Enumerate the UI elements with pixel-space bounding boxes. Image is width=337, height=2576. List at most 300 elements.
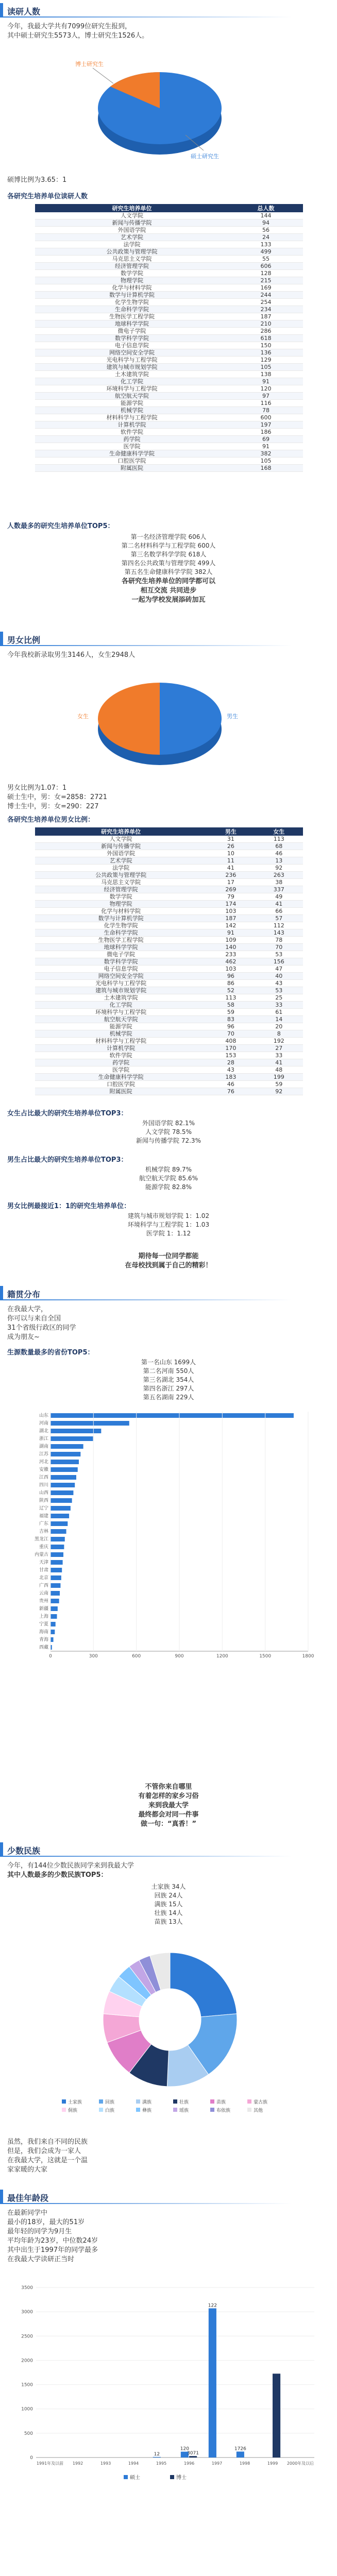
rank-item: 壮族 14人 [154, 1909, 183, 1917]
rank-item: 环境科学与工程学院 1：1.03 [127, 1221, 210, 1228]
ethnic-line: 其中人数最多的少数民族TOP5： [7, 1871, 108, 1879]
unit-name-cell: 数学与计算机学院 [35, 915, 207, 922]
section-header [0, 3, 337, 18]
table-row [35, 270, 303, 277]
category-label: 新疆 [39, 1606, 48, 1612]
male-count-cell: 153 [207, 1052, 255, 1059]
category-label: 1996 [183, 2461, 195, 2466]
male-count-cell: 31 [207, 836, 255, 843]
legend-label: 壮族 [179, 2100, 189, 2105]
table-row [35, 248, 303, 256]
category-label: 山东 [39, 1413, 48, 1418]
male-count-cell: 269 [207, 886, 255, 893]
header-line [3, 1299, 292, 1300]
category-label: 1998 [239, 2461, 250, 2466]
unit-name-cell: 艺术学院 [35, 857, 207, 865]
legend-swatch [247, 2099, 251, 2104]
table-row [35, 1030, 303, 1038]
banner-2 [0, 1252, 337, 1278]
unit-count-cell: 129 [229, 357, 303, 364]
table-row [35, 364, 303, 371]
unit-count-cell: 69 [229, 436, 303, 443]
bar [50, 1475, 76, 1480]
unit-table-body [35, 212, 303, 472]
table-row [35, 1045, 303, 1052]
legend-swatch [173, 2108, 177, 2112]
legend-label: 苗族 [216, 2100, 226, 2105]
female-count-cell: 41 [255, 901, 303, 908]
unit-name-cell: 新闻与传播学院 [35, 219, 229, 227]
unit-name-cell: 公共政策与管理学院 [35, 872, 207, 879]
category-label: 广东 [39, 1521, 48, 1527]
table-row [35, 292, 303, 299]
unit-count-cell: 600 [229, 414, 303, 421]
rank-item: 苗族 13人 [154, 1918, 183, 1925]
unit-count-cell: 120 [229, 385, 303, 393]
unit-name-cell: 艺术学院 [35, 234, 229, 241]
rank-item: 第二名材料科学与工程学院 600人 [121, 542, 216, 549]
female-count-cell: 70 [255, 944, 303, 951]
header-accent [0, 632, 3, 646]
unit-name-cell: 网络空间安全学院 [35, 349, 229, 357]
table-header: 研究生培养单位 [35, 827, 207, 836]
legend-label: 硕士 [130, 2475, 140, 2481]
legend-swatch [210, 2108, 214, 2112]
table-row [35, 929, 303, 937]
table-row [35, 457, 303, 465]
table-row [35, 465, 303, 472]
table-row [35, 234, 303, 241]
section-origin [0, 1286, 337, 1399]
table-row [35, 836, 303, 843]
age-line: 其中出生于1997年的同学最多 [7, 2246, 98, 2254]
unit-name-cell: 软件学院 [35, 429, 229, 436]
header-accent [0, 3, 3, 18]
unit-name-cell: 口腔医学院 [35, 457, 229, 465]
legend-label: 回族 [105, 2100, 115, 2105]
unit-name-cell: 化学生物学院 [35, 922, 207, 929]
table-row [35, 219, 303, 227]
table-row [35, 407, 303, 414]
banner-line: 各研究生培养单位的同学都可以 [121, 578, 215, 585]
table-row [35, 908, 303, 915]
bar [50, 1614, 57, 1619]
table-row [35, 436, 303, 443]
section-title: 男女比例 [7, 635, 41, 645]
section-header [0, 1286, 337, 1300]
unit-count-cell: 56 [229, 227, 303, 234]
section-female-top3 [0, 1108, 337, 1149]
unit-count-cell: 138 [229, 371, 303, 378]
table-row [35, 944, 303, 951]
unit-count-cell: 382 [229, 450, 303, 457]
table-row [35, 1038, 303, 1045]
category-label: 北京 [39, 1575, 48, 1581]
unit-name-cell: 数学与计算机学院 [35, 292, 229, 299]
unit-name-cell: 航空航天学院 [35, 393, 229, 400]
data-label: 122 [208, 2303, 217, 2309]
tick-label: 0 [49, 1654, 52, 1659]
male-count-cell: 11 [207, 857, 255, 865]
table-row [35, 1016, 303, 1023]
table-header: 女生 [255, 827, 303, 836]
unit-name-cell: 微电子学院 [35, 951, 207, 958]
table-row [35, 879, 303, 886]
male-count-cell: 187 [207, 915, 255, 922]
unit-name-cell: 生物医学工程学院 [35, 313, 229, 320]
tick-label: 2500 [21, 2334, 33, 2340]
female-count-cell: 40 [255, 973, 303, 980]
table-row [35, 320, 303, 328]
table-row [35, 1074, 303, 1081]
table-row [35, 980, 303, 987]
female-count-cell: 14 [255, 1016, 303, 1023]
ethnic-after-line: 但是，我们会成为一家人 [7, 2147, 81, 2155]
unit-name-cell: 化工学院 [35, 378, 229, 385]
header-accent [0, 2190, 3, 2204]
section-title: 少数民族 [7, 1846, 41, 1856]
unit-name-cell: 光电科学与工程学院 [35, 357, 229, 364]
female-count-cell: 59 [255, 1081, 303, 1088]
table-row [35, 227, 303, 234]
origin-line: 在我最大学， [7, 1306, 48, 1313]
unit-count-cell: 210 [229, 320, 303, 328]
bar [50, 1560, 63, 1565]
female-count-cell: 20 [255, 1023, 303, 1030]
male-count-cell: 103 [207, 965, 255, 973]
unit-name-cell: 化学与材料学院 [35, 908, 207, 915]
category-label: 海南 [39, 1630, 48, 1635]
female-count-cell: 156 [255, 958, 303, 965]
ethnic-after-line: 家家暖的大家 [7, 2166, 48, 2174]
bar [50, 1460, 79, 1464]
unit-name-cell: 软件学院 [35, 1052, 207, 1059]
unit-name-cell: 人文学院 [35, 212, 229, 219]
unit-name-cell: 物理学院 [35, 901, 207, 908]
male-count-cell: 408 [207, 1038, 255, 1045]
bar [237, 2451, 244, 2458]
unit-count-cell: 116 [229, 400, 303, 407]
male-count-cell: 96 [207, 1023, 255, 1030]
female-count-cell: 43 [255, 980, 303, 987]
table-row [35, 922, 303, 929]
legend-swatch [210, 2099, 214, 2104]
data-label: 120 [180, 2446, 189, 2452]
bar [50, 1606, 58, 1611]
category-label: 1992 [72, 2461, 83, 2466]
category-label: 吉林 [39, 1529, 48, 1534]
unit-count-cell: 97 [229, 393, 303, 400]
gender-table-title: 各研究生培养单位男女比例： [7, 816, 95, 824]
unit-name-cell: 数学科学学院 [35, 958, 207, 965]
female-count-cell: 13 [255, 857, 303, 865]
unit-name-cell: 材料科学与工程学院 [35, 1038, 207, 1045]
bar [50, 1630, 55, 1634]
female-count-cell: 57 [255, 915, 303, 922]
table-row [35, 299, 303, 306]
unit-count-cell: 244 [229, 292, 303, 299]
male-count-cell: 113 [207, 994, 255, 1002]
section-age [0, 2190, 337, 2272]
gender-stat: 硕士生中，男：女=2858：2721 [7, 793, 108, 801]
male-count-cell: 174 [207, 901, 255, 908]
legend-label: 布依族 [216, 2108, 231, 2113]
rank-item: 能源学院 82.8% [145, 1183, 192, 1191]
pie-label-male: 男生 [227, 713, 238, 720]
female-count-cell: 263 [255, 872, 303, 879]
bar [50, 1421, 129, 1426]
female-count-cell: 92 [255, 1088, 303, 1095]
table-row [35, 212, 303, 219]
table-row [35, 973, 303, 980]
unit-count-cell: 186 [229, 429, 303, 436]
category-label: 西藏 [39, 1645, 48, 1650]
table-row [35, 1009, 303, 1016]
rank-item: 第五名生命健康科学学院 382人 [124, 568, 213, 575]
male-count-cell: 46 [207, 1081, 255, 1088]
unit-name-cell: 生命科学学院 [35, 929, 207, 937]
tick-label: 300 [89, 1654, 98, 1659]
table-row [35, 342, 303, 349]
banner-line: 有着怎样的家乡习俗 [138, 1792, 199, 1800]
banner-line: 一起为学校发展添砖加瓦 [131, 596, 206, 604]
table-row [35, 937, 303, 944]
legend-swatch [99, 2099, 103, 2104]
unit-name-cell: 地球科学学院 [35, 320, 229, 328]
tick-label: 1000 [21, 2406, 33, 2412]
bar [50, 1483, 75, 1487]
male-count-cell: 52 [207, 987, 255, 994]
data-label: 12 [154, 2451, 160, 2457]
unit-name-cell: 微电子学院 [35, 328, 229, 335]
table-row [35, 1052, 303, 1059]
unit-count-cell: 234 [229, 306, 303, 313]
female-count-cell: 41 [255, 1059, 303, 1066]
banner-line: 不管你来自哪里 [145, 1783, 192, 1791]
male-count-cell: 43 [207, 1066, 255, 1074]
female-count-cell: 38 [255, 879, 303, 886]
female-count-cell: 25 [255, 994, 303, 1002]
unit-count-cell: 187 [229, 313, 303, 320]
table-row [35, 357, 303, 364]
legend-swatch [136, 2108, 140, 2112]
bar [189, 2456, 197, 2458]
section-header [0, 632, 337, 646]
province-bar-chart [21, 1406, 319, 1674]
bar [50, 1521, 68, 1526]
bar [50, 1498, 72, 1503]
table-row [35, 850, 303, 857]
category-label: 1995 [156, 2461, 167, 2466]
table-row [35, 393, 303, 400]
gender-ratio-table [35, 827, 303, 1095]
legend-label: 土家族 [68, 2100, 82, 2105]
female-count-cell: 337 [255, 886, 303, 893]
rank-item: 第一名山东 1699人 [141, 1359, 196, 1366]
banner-3 [0, 1783, 337, 1834]
unit-count-table [35, 204, 303, 472]
pie-label-master: 硕士研究生 [191, 153, 219, 160]
female-count-cell: 27 [255, 1045, 303, 1052]
legend-label: 博士 [176, 2475, 187, 2481]
header-line [3, 1856, 292, 1857]
section-header [0, 2190, 337, 2204]
unit-name-cell: 能源学院 [35, 1023, 207, 1030]
table-row [35, 349, 303, 357]
unit-count-cell: 55 [229, 256, 303, 263]
table-row [35, 987, 303, 994]
unit-name-cell: 网络空间安全学院 [35, 973, 207, 980]
legend-label: 瑶族 [179, 2108, 189, 2113]
unit-name-cell: 土木建筑学院 [35, 371, 229, 378]
bar [50, 1529, 66, 1534]
unit-name-cell: 光电科学与工程学院 [35, 980, 207, 987]
section-balanced [0, 1200, 337, 1242]
category-label: 陕西 [39, 1498, 48, 1503]
origin-top-title: 生源数量最多的省份TOP5： [7, 1349, 94, 1357]
rank-item: 回族 24人 [154, 1892, 183, 1899]
male-count-cell: 10 [207, 850, 255, 857]
table-row [35, 1088, 303, 1095]
unit-name-cell: 附属医院 [35, 1088, 207, 1095]
table-row [35, 886, 303, 893]
unit-name-cell: 数学学院 [35, 270, 229, 277]
male-count-cell: 28 [207, 1059, 255, 1066]
table-row [35, 965, 303, 973]
unit-name-cell: 能源学院 [35, 400, 229, 407]
unit-name-cell: 人文学院 [35, 836, 207, 843]
unit-name-cell: 电子信息学院 [35, 342, 229, 349]
rank-item: 建筑与城市规划学院 1：1.02 [127, 1212, 210, 1219]
legend-label: 其他 [254, 2108, 263, 2113]
male-count-cell: 70 [207, 1030, 255, 1038]
age-line: 最小的18岁，最大的51岁 [7, 2218, 85, 2226]
category-label: 广西 [39, 1583, 48, 1588]
table-header: 研究生培养单位 [35, 204, 229, 212]
age-line: 最年轻的同学为9月生 [7, 2228, 72, 2235]
male-count-cell: 17 [207, 879, 255, 886]
female-count-cell: 47 [255, 965, 303, 973]
male-count-cell: 86 [207, 980, 255, 987]
table-row [35, 378, 303, 385]
rank-item: 第五名湖南 229人 [143, 1394, 194, 1401]
table-row [35, 450, 303, 457]
table-header: 男生 [207, 827, 255, 836]
table-row [35, 263, 303, 270]
tick-label: 0 [30, 2455, 33, 2461]
category-label: 甘肃 [39, 1568, 48, 1573]
tick-label: 1800 [302, 1654, 314, 1659]
bar [50, 1545, 64, 1549]
female-count-cell: 8 [255, 1030, 303, 1038]
section-header [0, 1842, 337, 1857]
table-row [35, 385, 303, 393]
header-line [3, 2203, 292, 2204]
gender-stat: 博士生中，男：女=290：227 [7, 803, 99, 810]
bar [50, 1599, 59, 1603]
section-gender-table [0, 814, 337, 1123]
unit-name-cell: 新闻与传播学院 [35, 843, 207, 850]
unit-count-cell: 94 [229, 219, 303, 227]
male-count-cell: 109 [207, 937, 255, 944]
table-row [35, 958, 303, 965]
unit-name-cell: 马克思主义学院 [35, 256, 229, 263]
unit-name-cell: 环境科学与工程学院 [35, 385, 229, 393]
table-row [35, 994, 303, 1002]
table-row [35, 951, 303, 958]
male-count-cell: 58 [207, 1002, 255, 1009]
bar [50, 1552, 63, 1557]
legend-swatch [170, 2475, 174, 2479]
section-title: 籍贯分布 [7, 1290, 41, 1299]
unit-name-cell: 数学学院 [35, 893, 207, 901]
category-label: 上海 [39, 1614, 48, 1619]
unit-name-cell: 航空航天学院 [35, 1016, 207, 1023]
table-row [35, 256, 303, 263]
age-bar-chart [10, 2277, 325, 2494]
unit-count-cell: 91 [229, 443, 303, 450]
female-count-cell: 66 [255, 908, 303, 915]
origin-line: 成为朋友~ [7, 1333, 40, 1341]
table-row [35, 371, 303, 378]
unit-name-cell: 数学科学学院 [35, 335, 229, 342]
category-label: 重庆 [39, 1545, 48, 1550]
female-count-cell: 33 [255, 1052, 303, 1059]
gender-pie-chart [57, 665, 263, 778]
category-label: 黑龙江 [34, 1537, 48, 1542]
female-count-cell: 92 [255, 865, 303, 872]
unit-name-cell: 物理学院 [35, 277, 229, 284]
rank-item: 第一名经济管理学院 606人 [130, 533, 207, 540]
bar [273, 2374, 280, 2458]
header-line [3, 16, 292, 18]
unit-name-cell: 化工学院 [35, 1002, 207, 1009]
table-row [35, 872, 303, 879]
category-label: 福建 [39, 1514, 48, 1519]
legend-swatch [62, 2108, 66, 2112]
unit-name-cell: 外国语学院 [35, 227, 229, 234]
table-row [35, 901, 303, 908]
category-label: 江苏 [39, 1452, 48, 1457]
unit-name-cell: 材料科学与工程学院 [35, 414, 229, 421]
male-count-cell: 140 [207, 944, 255, 951]
female-count-cell: 199 [255, 1074, 303, 1081]
table-row [35, 241, 303, 248]
bar [50, 1622, 56, 1626]
age-line: 平均年龄为23岁，中位数24岁 [7, 2237, 98, 2245]
unit-name-cell: 化学生物学院 [35, 299, 229, 306]
unit-name-cell: 电子信息学院 [35, 965, 207, 973]
unit-count-cell: 91 [229, 378, 303, 385]
gender-table-body [35, 836, 303, 1095]
unit-name-cell: 医学院 [35, 443, 229, 450]
male-count-cell: 236 [207, 872, 255, 879]
legend-swatch [99, 2108, 103, 2112]
male-count-cell: 170 [207, 1045, 255, 1052]
rank-item: 满族 15人 [154, 1901, 183, 1908]
unit-name-cell: 环境科学与工程学院 [35, 1009, 207, 1016]
bar [50, 1514, 69, 1518]
table-row [35, 414, 303, 421]
ethnic-line: 今年，有144位少数民族同学来到我最大学 [7, 1862, 134, 1870]
male-count-cell: 79 [207, 893, 255, 901]
category-label: 安徽 [39, 1467, 48, 1472]
unit-count-cell: 197 [229, 421, 303, 429]
category-label: 宁夏 [39, 1622, 48, 1627]
category-label: 四川 [39, 1483, 48, 1488]
section-title: 最佳年龄段 [7, 2193, 49, 2203]
table-row [35, 865, 303, 872]
